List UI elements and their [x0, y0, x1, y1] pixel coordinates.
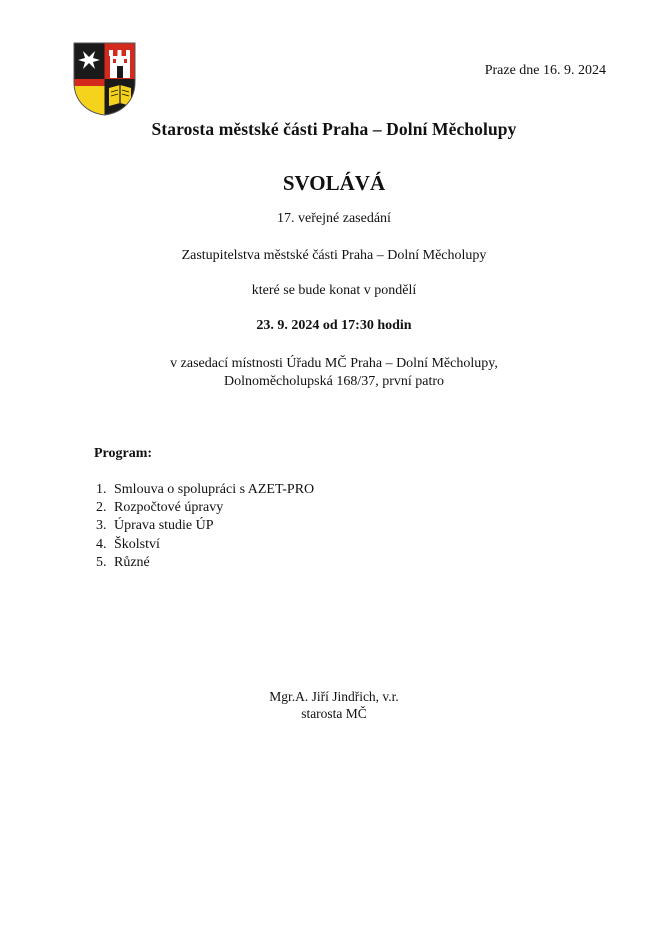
signature-role: starosta MČ	[301, 706, 367, 721]
signature-block	[0, 688, 668, 722]
document-heading: Starosta městské části Praha – Dolní Měcholupy	[151, 119, 517, 139]
list-item-number: 4.	[96, 536, 107, 552]
meeting-day-text: které se bude konat v pondělí	[251, 283, 417, 298]
venue-line-1: v zasedací místnosti Úřadu MČ Praha – Dolní Měcholupy,	[170, 356, 498, 371]
list-item-text: Různé	[114, 554, 150, 570]
list-item-number: 2.	[96, 500, 107, 516]
council-name: Zastupitelstva městské části Praha – Dolní Měcholupy	[181, 248, 487, 263]
signature-name: Mgr.A. Jiří Jindřich, v.r.	[269, 689, 399, 704]
list-item-text: Smlouva o spolupráci s AZET-PRO	[114, 482, 315, 497]
list-item	[96, 554, 314, 572]
list-item	[96, 536, 314, 554]
list-item-text: Školství	[114, 536, 160, 552]
coat-of-arms-icon	[73, 42, 136, 116]
document-date: Praze dne 16. 9. 2024	[484, 63, 606, 78]
meeting-venue	[0, 355, 668, 391]
document-title: SVOLÁVÁ	[282, 171, 386, 195]
list-item-number: 1.	[96, 482, 107, 497]
meeting-number: 17. veřejné zasedání	[277, 211, 391, 226]
list-item	[96, 517, 314, 535]
list-item-number: 5.	[96, 554, 107, 570]
program-label: Program:	[94, 446, 153, 461]
list-item	[96, 499, 314, 517]
meeting-datetime: 23. 9. 2024 od 17:30 hodin	[256, 318, 412, 333]
list-item-text: Úprava studie ÚP	[114, 518, 214, 534]
list-item-text: Rozpočtové úpravy	[114, 500, 224, 516]
list-item-number: 3.	[96, 518, 107, 534]
program-list	[96, 481, 314, 572]
venue-line-2: Dolnoměcholupská 168/37, první patro	[223, 374, 445, 389]
list-item	[96, 481, 314, 499]
